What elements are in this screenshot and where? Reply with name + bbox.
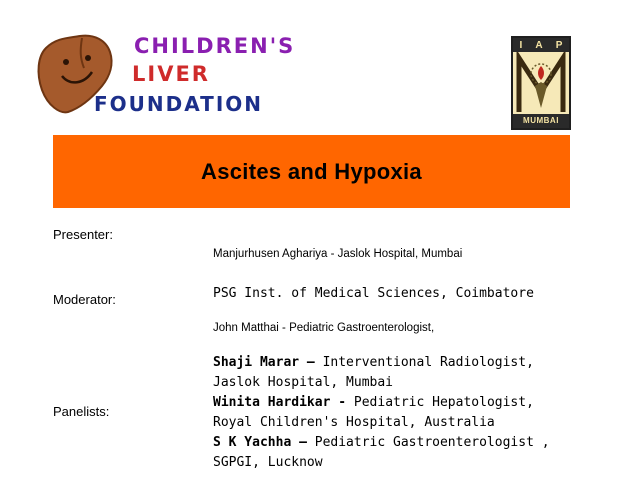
panelist-3 <box>213 435 550 450</box>
iap-mumbai-label: MUMBAI <box>513 114 569 128</box>
panelist-2-affiliation: Royal Children's Hospital, Australia <box>213 415 495 430</box>
iap-emblem-icon <box>513 52 569 114</box>
logo-text-liver: LIVER <box>132 62 210 86</box>
logo-text-children: CHILDREN'S <box>134 34 296 58</box>
moderator-label: Moderator: <box>53 292 116 307</box>
panelist-1-affiliation: Jaslok Hospital, Mumbai <box>213 375 394 390</box>
childrens-liver-foundation-logo <box>36 26 296 126</box>
iap-mumbai-logo <box>511 36 571 130</box>
moderator-institution: PSG Inst. of Medical Sciences, Coimbatore <box>213 286 534 301</box>
panelist-2 <box>213 395 534 410</box>
panelists-label: Panelists: <box>53 404 110 419</box>
logo-text-foundation: FOUNDATION <box>94 92 263 116</box>
presenter-name: Manjurhusen Aghariya - Jaslok Hospital, Mumbai <box>213 248 463 260</box>
presenter-label: Presenter: <box>53 227 113 242</box>
panelist-2-name: Winita Hardikar - <box>213 395 347 410</box>
panelist-2-role: Pediatric Hepatologist, <box>346 395 534 410</box>
iap-letter-a: A <box>535 39 543 51</box>
moderator-name: John Matthai - Pediatric Gastroenterologist, <box>213 322 435 334</box>
panelist-3-affiliation: SGPGI, Lucknow <box>213 455 323 470</box>
iap-letters <box>513 38 569 52</box>
iap-letter-i: I <box>519 39 523 51</box>
panelist-1-role: Interventional Radiologist, <box>314 355 534 370</box>
panelist-3-name: S K Yachha – <box>213 435 307 450</box>
panelist-1-name: Shaji Marar – <box>213 355 315 370</box>
title-banner <box>53 135 570 208</box>
iap-letter-p: P <box>555 39 563 51</box>
slide-title: Ascites and Hypoxia <box>201 158 422 184</box>
panelist-3-role: Pediatric Gastroenterologist , <box>306 435 550 450</box>
panelist-1 <box>213 355 534 370</box>
